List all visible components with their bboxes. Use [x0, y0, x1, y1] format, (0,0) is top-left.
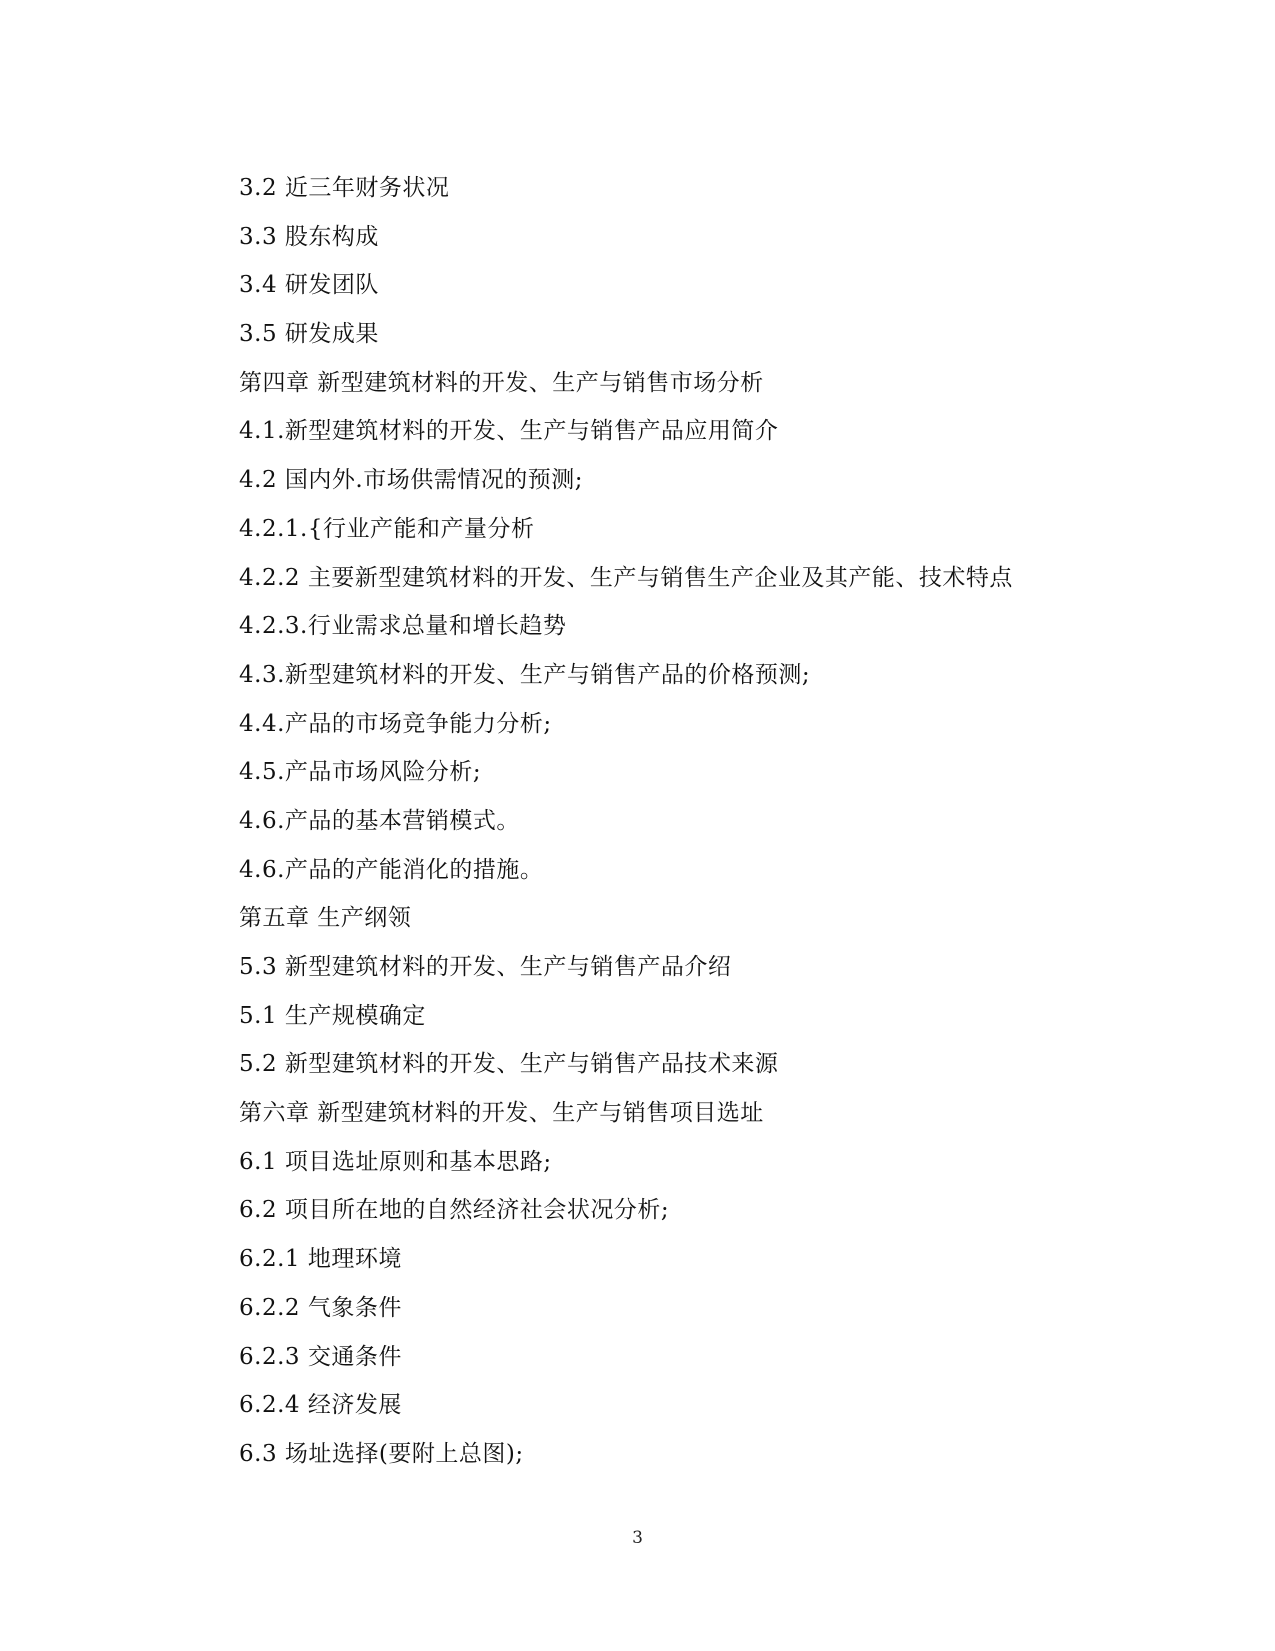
toc-chapter-heading: 第六章 新型建筑材料的开发、生产与销售项目选址: [239, 1100, 764, 1127]
toc-line: 6.2.4 经济发展: [239, 1392, 402, 1419]
toc-line: 4.3.新型建筑材料的开发、生产与销售产品的价格预测;: [239, 661, 811, 688]
toc-line: 4.4.产品的市场竞争能力分析;: [239, 710, 552, 737]
toc-line: 4.1.新型建筑材料的开发、生产与销售产品应用简介: [239, 418, 779, 445]
toc-line: 5.2 新型建筑材料的开发、生产与销售产品技术来源: [239, 1051, 779, 1078]
toc-chapter-heading: 第四章 新型建筑材料的开发、生产与销售市场分析: [239, 369, 764, 396]
toc-line: 6.2 项目所在地的自然经济社会状况分析;: [239, 1197, 670, 1224]
toc-line: 6.2.1 地理环境: [239, 1246, 402, 1273]
toc-line: 5.3 新型建筑材料的开发、生产与销售产品介绍: [239, 954, 732, 980]
toc-line: 3.5 研发成果: [239, 321, 379, 348]
toc-chapter-heading: 第五章 生产纲领: [239, 905, 412, 932]
table-of-contents: [239, 164, 1139, 1479]
toc-line: 4.2.1.{行业产能和产量分析: [239, 515, 535, 542]
page-number: 3: [632, 1528, 643, 1548]
toc-line: 3.4 研发团队: [239, 272, 379, 299]
toc-line: 6.1 项目选址原则和基本思路;: [239, 1148, 552, 1175]
toc-line: 5.1 生产规模确定: [239, 1002, 426, 1029]
toc-line: 4.6.产品的基本营销模式。: [239, 807, 520, 834]
toc-line: 3.2 近三年财务状况: [239, 175, 450, 201]
toc-line: 4.2 国内外.市场供需情况的预测;: [239, 467, 583, 494]
toc-line: 6.2.3 交通条件: [239, 1343, 402, 1370]
toc-line: 6.2.2 气象条件: [239, 1294, 402, 1321]
toc-line: 4.2.2 主要新型建筑材料的开发、生产与销售生产企业及其产能、技术特点: [239, 564, 1013, 591]
toc-line: 6.3 场址选择(要附上总图);: [239, 1440, 524, 1467]
toc-line: 4.6.产品的产能消化的措施。: [239, 856, 544, 883]
toc-line: 4.5.产品市场风险分析;: [239, 759, 482, 786]
toc-line: 3.3 股东构成: [239, 223, 379, 250]
toc-line: 4.2.3.行业需求总量和增长趋势: [239, 613, 567, 640]
